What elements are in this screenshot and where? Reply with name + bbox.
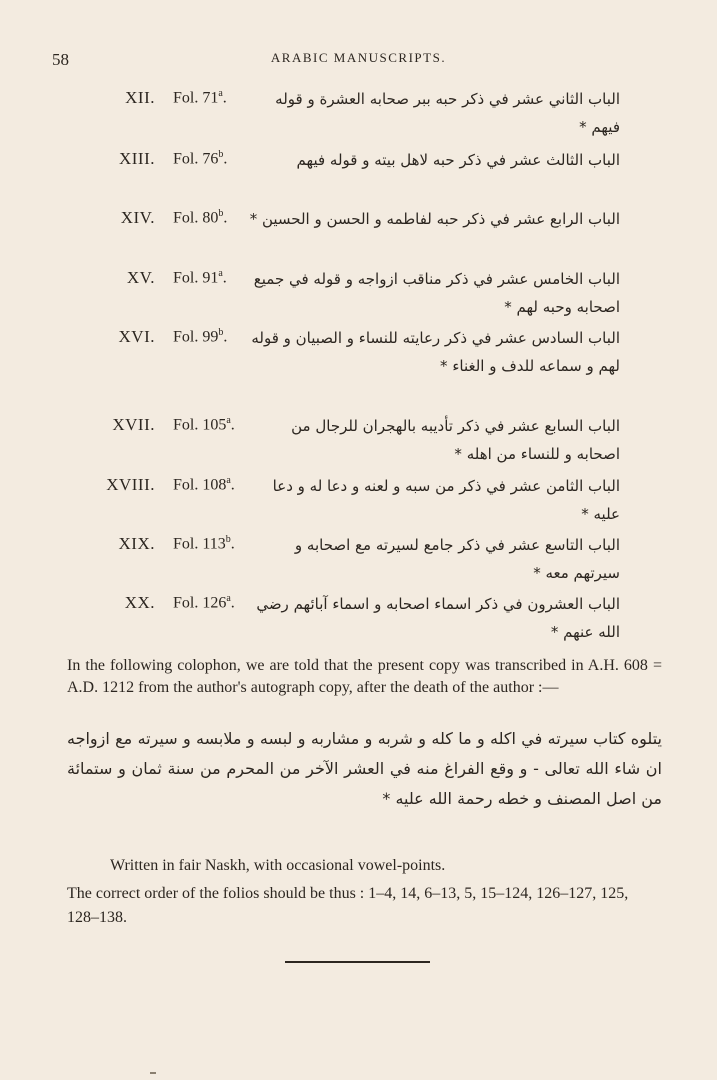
script-note: Written in fair Naskh, with occasional vowel-points.	[110, 857, 446, 874]
chapter-entry	[95, 149, 620, 207]
chapter-number: XIV.	[120, 208, 155, 227]
chapter-number: XIII.	[118, 149, 155, 168]
folio-reference: Fol. 105$^a$.	[173, 415, 235, 434]
running-head: ARABIC MANUSCRIPTS.	[270, 50, 447, 65]
folio-order-note: The correct order of the folios should be thus : 1–4, 14, 6–13, 5, 15–124, 126–127, 125, 128–138.	[67, 885, 629, 926]
chapter-title-arabic: الباب التاسع عشر في ذكر جامع لسيرته مع اصحابه و سيرتهم معه *	[294, 536, 620, 582]
chapter-title-arabic: الباب الثالث عشر في ذكر حبه لاهل بيته و قوله فيهم	[296, 151, 620, 169]
chapter-entry	[95, 593, 620, 651]
page-speck	[150, 1072, 156, 1074]
divider-rule	[285, 961, 430, 963]
folio-reference: Fol. 91$^a$.	[173, 268, 227, 287]
chapter-entry	[95, 88, 620, 146]
folio-reference: Fol. 71$^a$.	[173, 88, 227, 107]
chapter-title-arabic: الباب السادس عشر في ذكر رعايته للنساء و الصبيان و قوله لهم و سماعه للدف و الغناء *	[251, 329, 620, 375]
folio-reference: Fol. 80$^b$.	[173, 208, 228, 227]
chapter-number: XIX.	[118, 534, 155, 553]
folio-reference: Fol. 99$^b$.	[173, 327, 228, 346]
chapter-number: XII.	[125, 88, 155, 107]
chapter-number: XX.	[124, 593, 155, 612]
page-number: 58	[52, 50, 69, 69]
chapter-title-arabic: الباب السابع عشر في ذكر تأديبه بالهجران للرجال من اصحابه و للنساء من اهله *	[291, 417, 620, 463]
chapter-number: XV.	[126, 268, 155, 287]
chapter-entry	[95, 415, 620, 473]
chapter-number: XVII.	[112, 415, 155, 434]
folio-reference: Fol. 126$^a$.	[173, 593, 235, 612]
chapter-entry	[95, 534, 620, 592]
chapter-title-arabic: الباب الثاني عشر في ذكر حبه ببر صحابه العشرة و قوله فيهم *	[275, 90, 620, 136]
chapter-entry	[95, 327, 620, 411]
chapter-title-arabic: الباب الرابع عشر في ذكر حبه لفاطمه و الحسن و الحسين *	[249, 210, 620, 228]
folio-reference: Fol. 113$^b$.	[173, 534, 235, 553]
chapter-title-arabic: الباب العشرون في ذكر اسماء اصحابه و اسماء آبائهم رضي الله عنهم *	[256, 595, 620, 641]
chapter-number: XVI.	[118, 327, 155, 346]
colophon-intro: In the following colophon, we are told that the present copy was transcribed in A.H. 608 = A.D. 1212 from the author's autograph copy, after the death of the author :—	[67, 657, 662, 696]
colophon-arabic: يتلوه كتاب سيرته في اكله و ما كله و شربه و مشاربه و لبسه و ملابسه و سيرته مع ازواجه ان شاء الله تعالى - و وقع الفراغ منه في العشر الآخر من المحرم من سنة ثمان و ستمائة من اصل المصنف و خطه رحمة الله عليه *	[67, 729, 662, 808]
folio-reference: Fol. 108$^a$.	[173, 475, 235, 494]
chapter-entry	[95, 208, 620, 266]
chapter-number: XVIII.	[106, 475, 155, 494]
chapter-title-arabic: الباب الخامس عشر في ذكر مناقب ازواجه و قوله في جميع اصحابه وحبه لهم *	[253, 270, 620, 316]
chapter-entry	[95, 268, 620, 326]
chapter-entry	[95, 475, 620, 533]
folio-reference: Fol. 76$^b$.	[173, 149, 228, 168]
chapter-title-arabic: الباب الثامن عشر في ذكر من سبه و لعنه و دعا له و دعا عليه *	[272, 477, 620, 523]
